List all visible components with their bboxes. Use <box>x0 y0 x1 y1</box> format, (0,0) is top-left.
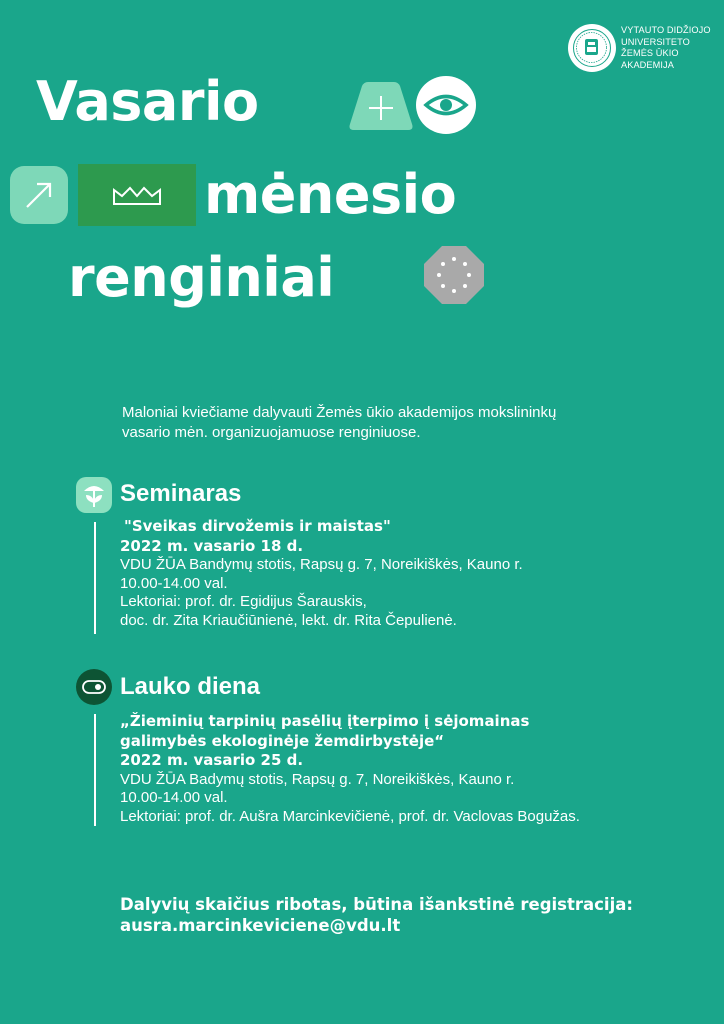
event-lecturers: Lektoriai: prof. dr. Aušra Marcinkevičienė, prof. dr. Vaclovas Bogužas. <box>120 807 580 825</box>
university-line: VYTAUTO DIDŽIOJO <box>621 25 711 35</box>
university-line: UNIVERSITETO <box>621 36 690 47</box>
title-line-1: Vasario <box>36 70 259 133</box>
title-line-3: renginiai <box>68 246 335 309</box>
eye-icon <box>416 76 476 134</box>
registration-text: Dalyvių skaičius ribotas, būtina išankstinė registracija: <box>120 895 633 914</box>
toggle-sun-icon <box>76 669 112 705</box>
title-line-2: mėnesio <box>204 163 457 226</box>
divider-line <box>94 522 96 634</box>
event-type-lauko-diena: Lauko diena <box>120 673 261 700</box>
divider-line <box>94 714 96 826</box>
event-details-lauko-diena <box>120 712 580 826</box>
event-lecturers: doc. dr. Zita Kriaučiūnienė, lekt. dr. Rita Čepulienė. <box>120 611 457 629</box>
university-seal-icon <box>568 24 616 72</box>
dots-circle-icon <box>422 244 486 306</box>
plant-icon <box>76 477 112 513</box>
event-details-seminaras <box>120 517 523 630</box>
event-lecturers: Lektoriai: prof. dr. Egidijus Šarauskis, <box>120 593 367 610</box>
arrow-up-right-icon <box>10 166 68 224</box>
registration-note <box>120 894 633 936</box>
registration-email[interactable]: ausra.marcinkeviciene@vdu.lt <box>120 916 401 935</box>
crown-icon <box>78 164 196 226</box>
event-location: VDU ŽŪA Badymų stotis, Rapsų g. 7, Noreikiškės, Kauno r. <box>120 770 515 788</box>
university-line: AKADEMIJA <box>621 59 674 70</box>
event-time: 10.00-14.00 val. <box>120 574 228 592</box>
intro-line: Maloniai kviečiame dalyvauti Žemės ūkio akademijos mokslininkų <box>122 404 557 421</box>
event-title: galimybės ekologinėje žemdirbystėje“ <box>120 731 445 750</box>
university-line: ŽEMĖS ŪKIO <box>621 48 679 58</box>
intro-line: vasario mėn. organizuojamuose renginiuose. <box>122 424 421 441</box>
event-time: 10.00-14.00 val. <box>120 789 228 806</box>
intro-text <box>122 403 556 443</box>
event-location: VDU ŽŪA Bandymų stotis, Rapsų g. 7, Noreikiškės, Kauno r. <box>120 556 523 573</box>
event-type-seminaras: Seminaras <box>120 480 242 507</box>
event-date: 2022 m. vasario 18 d. <box>120 536 304 555</box>
event-title: "Sveikas dirvožemis ir maistas" <box>124 517 391 535</box>
event-date: 2022 m. vasario 25 d. <box>120 751 304 769</box>
university-name <box>621 25 711 71</box>
event-title: „Žieminių tarpinių pasėlių įterpimo į sėjomainas <box>120 712 530 730</box>
plus-icon <box>348 80 414 132</box>
